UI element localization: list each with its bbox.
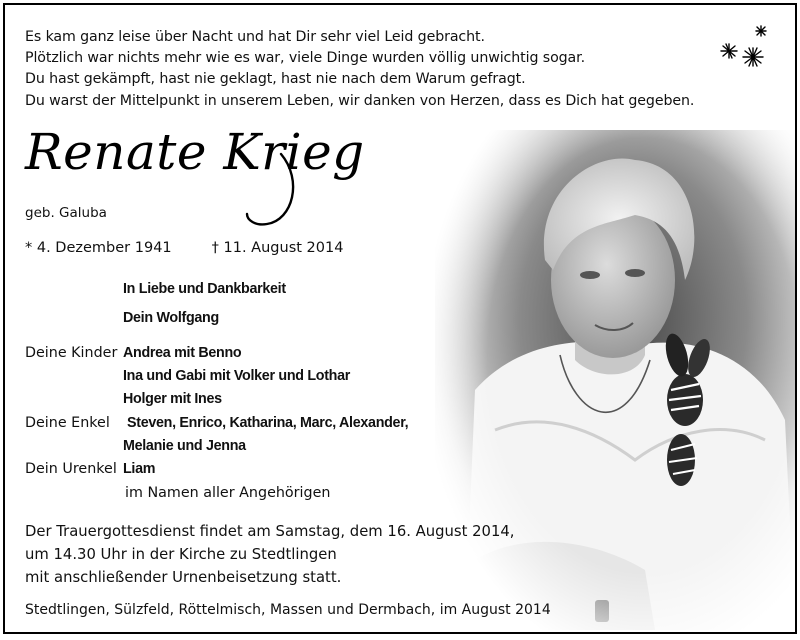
- obituary-notice: [3, 3, 797, 634]
- birth-date: * 4. Dezember 1941: [25, 240, 172, 256]
- grandchild-entry: Melanie und Jenna: [123, 438, 246, 454]
- poem-line: Du hast gekämpft, hast nie geklagt, hast nie nach dem Warum gefragt.: [25, 71, 526, 88]
- child-entry: Holger mit Ines: [123, 391, 222, 407]
- poem: [25, 27, 694, 112]
- intro-line: In Liebe und Dankbarkeit: [123, 281, 286, 297]
- relatives-line: im Namen aller Angehörigen: [125, 485, 331, 501]
- service-line: um 14.30 Uhr in der Kirche zu Stedtlingen: [25, 546, 337, 563]
- service-line: Der Trauergottesdienst findet am Samstag, dem 16. August 2014,: [25, 523, 515, 540]
- life-dates: [25, 240, 343, 256]
- poem-line: Plötzlich war nichts mehr wie es war, viele Dinge wurden völlig unwichtig sogar.: [25, 50, 585, 67]
- service-line: mit anschließender Urnenbeisetzung statt.: [25, 569, 342, 586]
- death-date: † 11. August 2014: [211, 240, 344, 256]
- deceased-name: Renate Krieg: [25, 123, 365, 181]
- dandelion-seeds-icon: [713, 21, 773, 71]
- poem-line: Es kam ganz leise über Nacht und hat Dir sehr viel Leid gebracht.: [25, 29, 485, 45]
- name-swash-decoration: [233, 150, 303, 230]
- place-and-date: Stedtlingen, Sülzfeld, Röttelmisch, Massen und Dermbach, im August 2014: [25, 602, 551, 618]
- child-entry: Ina und Gabi mit Volker und Lothar: [123, 368, 351, 384]
- maiden-name: geb. Galuba: [25, 205, 107, 221]
- greatgrandchild-label: Dein Urenkel: [25, 461, 117, 477]
- service-info: [25, 520, 515, 589]
- grandchildren-label: Deine Enkel: [25, 415, 110, 431]
- poem-line: Du warst der Mittelpunkt in unserem Leben, wir danken von Herzen, dass es Dich hat gegeben.: [25, 92, 695, 109]
- children-label: Deine Kinder: [25, 345, 118, 361]
- grandchild-entry: Steven, Enrico, Katharina, Marc, Alexander,: [127, 415, 409, 431]
- spouse-line: Dein Wolfgang: [123, 310, 219, 326]
- greatgrandchild-entry: Liam: [123, 461, 156, 477]
- child-entry: Andrea mit Benno: [123, 345, 242, 361]
